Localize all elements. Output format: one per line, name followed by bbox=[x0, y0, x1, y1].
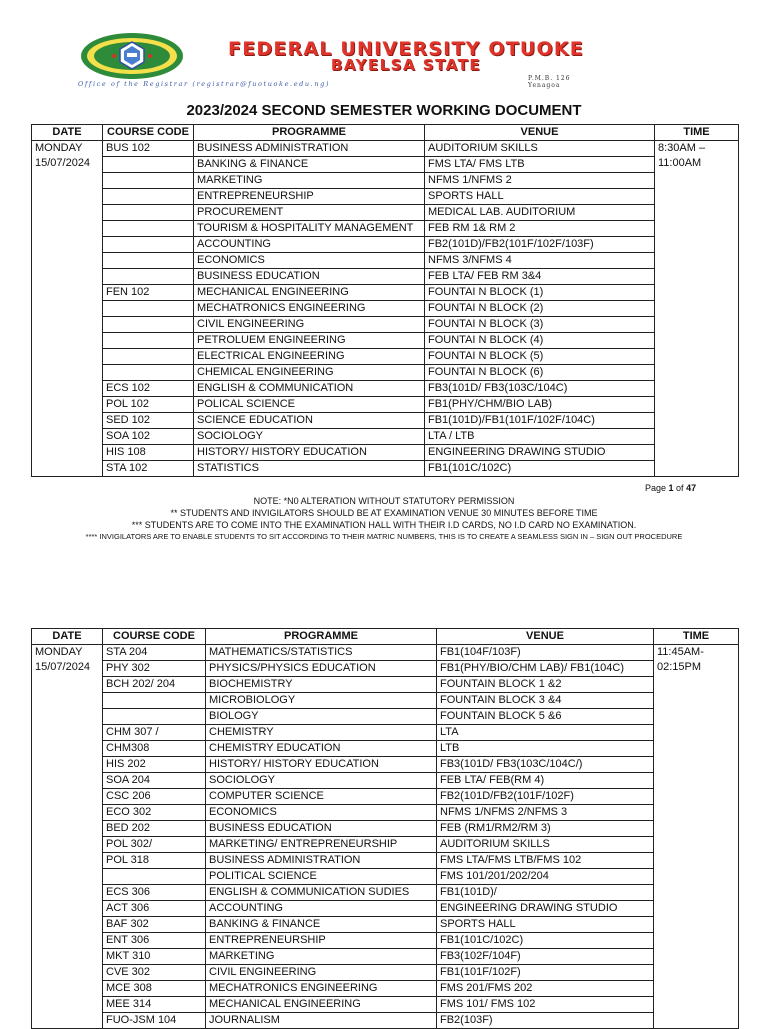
venue-cell: NFMS 1/NFMS 2/NFMS 3 bbox=[437, 805, 654, 821]
table-row bbox=[32, 237, 739, 253]
column-header: TIME bbox=[654, 629, 739, 645]
programme-cell: JOURNALISM bbox=[206, 1013, 437, 1029]
table-row bbox=[32, 365, 739, 381]
venue-cell: FOUNTAI N BLOCK (3) bbox=[425, 317, 655, 333]
venue-cell: FB2(101D)/FB2(101F/102F/103F) bbox=[425, 237, 655, 253]
programme-cell: SOCIOLOGY bbox=[206, 773, 437, 789]
table-row bbox=[32, 757, 739, 773]
venue-cell: FMS 101/201/202/204 bbox=[437, 869, 654, 885]
programme-cell: MARKETING bbox=[206, 949, 437, 965]
table-row bbox=[32, 157, 739, 173]
course-code-cell: CVE 302 bbox=[103, 965, 206, 981]
course-code-cell bbox=[103, 365, 194, 381]
table-row bbox=[32, 901, 739, 917]
table-row bbox=[32, 869, 739, 885]
course-code-cell: HIS 202 bbox=[103, 757, 206, 773]
table-row bbox=[32, 741, 739, 757]
course-code-cell bbox=[103, 221, 194, 237]
programme-cell: BUSINESS EDUCATION bbox=[206, 821, 437, 837]
course-code-cell bbox=[103, 333, 194, 349]
venue-cell: SPORTS HALL bbox=[437, 917, 654, 933]
programme-cell: BIOLOGY bbox=[206, 709, 437, 725]
venue-cell: FB1(101C/102C) bbox=[437, 933, 654, 949]
table-row bbox=[32, 269, 739, 285]
university-state: BAYELSA STATE bbox=[330, 56, 482, 74]
table-row bbox=[32, 693, 739, 709]
programme-cell: SCIENCE EDUCATION bbox=[194, 413, 425, 429]
exam-day: MONDAY bbox=[35, 142, 83, 154]
table-row bbox=[32, 397, 739, 413]
course-code-cell: BCH 202/ 204 bbox=[103, 677, 206, 693]
table-row bbox=[32, 205, 739, 221]
document-title: 2023/2024 SECOND SEMESTER WORKING DOCUMENT bbox=[186, 102, 582, 119]
table-row bbox=[32, 429, 739, 445]
exam-time-line: 8:30AM – bbox=[658, 142, 706, 154]
programme-cell: CHEMICAL ENGINEERING bbox=[194, 365, 425, 381]
course-code-cell bbox=[103, 349, 194, 365]
venue-cell: FB1(101F/102F) bbox=[437, 965, 654, 981]
venue-cell: FOUNTAI N BLOCK (1) bbox=[425, 285, 655, 301]
venue-cell: ENGINEERING DRAWING STUDIO bbox=[437, 901, 654, 917]
course-code-cell bbox=[103, 157, 194, 173]
venue-cell: FB3(102F/104F) bbox=[437, 949, 654, 965]
course-code-cell bbox=[103, 693, 206, 709]
programme-cell: CHEMISTRY EDUCATION bbox=[206, 741, 437, 757]
venue-cell: FOUNTAI N BLOCK (5) bbox=[425, 349, 655, 365]
course-code-cell: CHM 307 / bbox=[103, 725, 206, 741]
table-row bbox=[32, 709, 739, 725]
table-row bbox=[32, 253, 739, 269]
programme-cell: MATHEMATICS/STATISTICS bbox=[206, 645, 437, 661]
university-logo bbox=[80, 32, 184, 80]
programme-cell: ACCOUNTING bbox=[194, 237, 425, 253]
venue-cell: MEDICAL LAB. AUDITORIUM bbox=[425, 205, 655, 221]
exam-date-cell bbox=[32, 645, 103, 1029]
programme-cell: HISTORY/ HISTORY EDUCATION bbox=[194, 445, 425, 461]
programme-cell: PHYSICS/PHYSICS EDUCATION bbox=[206, 661, 437, 677]
course-code-cell: FEN 102 bbox=[103, 285, 194, 301]
programme-cell: PETROLUEM ENGINEERING bbox=[194, 333, 425, 349]
venue-cell: FEB (RM1/RM2/RM 3) bbox=[437, 821, 654, 837]
table-row bbox=[32, 997, 739, 1013]
venue-cell: FOUNTAI N BLOCK (6) bbox=[425, 365, 655, 381]
note-line: NOTE: *N0 ALTERATION WITHOUT STATUTORY PERMISSION bbox=[253, 496, 515, 506]
registrar-contact: Office of the Registrar (registrar@fuotuoke.edu.ng) bbox=[78, 80, 331, 88]
programme-cell: ELECTRICAL ENGINEERING bbox=[194, 349, 425, 365]
programme-cell: SOCIOLOGY bbox=[194, 429, 425, 445]
course-code-cell bbox=[103, 869, 206, 885]
column-header: VENUE bbox=[437, 629, 654, 645]
table-header-row bbox=[32, 125, 739, 141]
course-code-cell: ECS 306 bbox=[103, 885, 206, 901]
course-code-cell bbox=[103, 269, 194, 285]
course-code-cell: SOA 102 bbox=[103, 429, 194, 445]
venue-cell: FB1(101D)/ bbox=[437, 885, 654, 901]
course-code-cell: STA 102 bbox=[103, 461, 194, 477]
table-row bbox=[32, 789, 739, 805]
exam-time-line: 11:45AM- bbox=[657, 646, 704, 658]
course-code-cell bbox=[103, 237, 194, 253]
table-row bbox=[32, 965, 739, 981]
exam-day: MONDAY bbox=[35, 646, 83, 658]
programme-cell: BUSINESS ADMINISTRATION bbox=[194, 141, 425, 157]
course-code-cell bbox=[103, 301, 194, 317]
table-row bbox=[32, 1013, 739, 1029]
course-code-cell: BED 202 bbox=[103, 821, 206, 837]
course-code-cell bbox=[103, 253, 194, 269]
programme-cell: ECONOMICS bbox=[206, 805, 437, 821]
exam-time-line: 02:15PM bbox=[657, 661, 702, 673]
table-row bbox=[32, 317, 739, 333]
programme-cell: ENTREPRENEURSHIP bbox=[194, 189, 425, 205]
table-row bbox=[32, 445, 739, 461]
table-row bbox=[32, 221, 739, 237]
programme-cell: ACCOUNTING bbox=[206, 901, 437, 917]
programme-cell: CIVIL ENGINEERING bbox=[206, 965, 437, 981]
venue-cell: FB2(103F) bbox=[437, 1013, 654, 1029]
course-code-cell: BAF 302 bbox=[103, 917, 206, 933]
programme-cell: BANKING & FINANCE bbox=[206, 917, 437, 933]
venue-cell: FOUNTAI N BLOCK (2) bbox=[425, 301, 655, 317]
course-code-cell: HIS 108 bbox=[103, 445, 194, 461]
programme-cell: POLICAL SCIENCE bbox=[194, 397, 425, 413]
programme-cell: MECHATRONICS ENGINEERING bbox=[206, 981, 437, 997]
table-row bbox=[32, 949, 739, 965]
venue-cell: AUDITORIUM SKILLS bbox=[437, 837, 654, 853]
programme-cell: PROCUREMENT bbox=[194, 205, 425, 221]
exam-date-cell bbox=[32, 141, 103, 477]
venue-cell: FOUNTAIN BLOCK 5 &6 bbox=[437, 709, 654, 725]
column-header: DATE bbox=[32, 629, 103, 645]
course-code-cell bbox=[103, 205, 194, 221]
venue-cell: ENGINEERING DRAWING STUDIO bbox=[425, 445, 655, 461]
venue-cell: FEB LTA/ FEB(RM 4) bbox=[437, 773, 654, 789]
programme-cell: MARKETING/ ENTREPRENEURSHIP bbox=[206, 837, 437, 853]
venue-cell: FB2(101D/FB2(101F/102F) bbox=[437, 789, 654, 805]
exam-time-line: 11:00AM bbox=[658, 157, 702, 169]
venue-cell: FOUNTAI N BLOCK (4) bbox=[425, 333, 655, 349]
exam-time-cell bbox=[655, 141, 739, 477]
programme-cell: ECONOMICS bbox=[194, 253, 425, 269]
column-header: PROGRAMME bbox=[194, 125, 425, 141]
table-row bbox=[32, 725, 739, 741]
city: Yenagoa bbox=[528, 82, 561, 89]
venue-cell: FB1(101C/102C) bbox=[425, 461, 655, 477]
programme-cell: BANKING & FINANCE bbox=[194, 157, 425, 173]
table-row bbox=[32, 189, 739, 205]
venue-cell: FMS LTA/ FMS LTB bbox=[425, 157, 655, 173]
table-row bbox=[32, 349, 739, 365]
programme-cell: CHEMISTRY bbox=[206, 725, 437, 741]
venue-cell: FMS LTA/FMS LTB/FMS 102 bbox=[437, 853, 654, 869]
venue-cell: FB1(PHY/CHM/BIO LAB) bbox=[425, 397, 655, 413]
note-line: **** INVIGILATORS ARE TO ENABLE STUDENTS TO SIT ACCORDING TO THEIR MATRIC NUMBERS, THIS IS TO CREATE A SEAMLESS SIGN IN – SIGN OUT PROCEDURE bbox=[85, 532, 683, 541]
table-row bbox=[32, 981, 739, 997]
course-code-cell: ECO 302 bbox=[103, 805, 206, 821]
venue-cell: FOUNTAIN BLOCK 1 &2 bbox=[437, 677, 654, 693]
table-row bbox=[32, 821, 739, 837]
programme-cell: CIVIL ENGINEERING bbox=[194, 317, 425, 333]
course-code-cell: MKT 310 bbox=[103, 949, 206, 965]
course-code-cell bbox=[103, 317, 194, 333]
venue-cell: NFMS 3/NFMS 4 bbox=[425, 253, 655, 269]
venue-cell: FB1(PHY/BIO/CHM LAB)/ FB1(104C) bbox=[437, 661, 654, 677]
venue-cell: FOUNTAIN BLOCK 3 &4 bbox=[437, 693, 654, 709]
course-code-cell: SED 102 bbox=[103, 413, 194, 429]
course-code-cell: ACT 306 bbox=[103, 901, 206, 917]
venue-cell: NFMS 1/NFMS 2 bbox=[425, 173, 655, 189]
table-row bbox=[32, 885, 739, 901]
programme-cell: ENGLISH & COMMUNICATION SUDIES bbox=[206, 885, 437, 901]
course-code-cell: BUS 102 bbox=[103, 141, 194, 157]
programme-cell: POLITICAL SCIENCE bbox=[206, 869, 437, 885]
programme-cell: HISTORY/ HISTORY EDUCATION bbox=[206, 757, 437, 773]
column-header: TIME bbox=[655, 125, 739, 141]
course-code-cell: ENT 306 bbox=[103, 933, 206, 949]
table-header-row bbox=[32, 629, 739, 645]
venue-cell: FB1(101D)/FB1(101F/102F/104C) bbox=[425, 413, 655, 429]
venue-cell: LTA bbox=[437, 725, 654, 741]
course-code-cell: PHY 302 bbox=[103, 661, 206, 677]
table-row bbox=[32, 677, 739, 693]
venue-cell: FMS 201/FMS 202 bbox=[437, 981, 654, 997]
table-row bbox=[32, 461, 739, 477]
venue-cell: FB1(104F/103F) bbox=[437, 645, 654, 661]
table-row bbox=[32, 917, 739, 933]
table-row bbox=[32, 933, 739, 949]
table-row bbox=[32, 645, 739, 661]
programme-cell: ENGLISH & COMMUNICATION bbox=[194, 381, 425, 397]
table-row bbox=[32, 173, 739, 189]
column-header: COURSE CODE bbox=[103, 629, 206, 645]
course-code-cell: POL 318 bbox=[103, 853, 206, 869]
postal-address bbox=[528, 75, 570, 89]
course-code-cell: FUO-JSM 104 bbox=[103, 1013, 206, 1029]
table-row bbox=[32, 773, 739, 789]
page-number: Page 1 of 47 bbox=[645, 483, 697, 493]
table-row bbox=[32, 333, 739, 349]
column-header: PROGRAMME bbox=[206, 629, 437, 645]
venue-cell: FMS 101/ FMS 102 bbox=[437, 997, 654, 1013]
programme-cell: MECHATRONICS ENGINEERING bbox=[194, 301, 425, 317]
course-code-cell bbox=[103, 173, 194, 189]
course-code-cell: POL 102 bbox=[103, 397, 194, 413]
letterhead bbox=[0, 0, 768, 100]
schedule-table-1 bbox=[31, 124, 739, 477]
programme-cell: MICROBIOLOGY bbox=[206, 693, 437, 709]
course-code-cell: STA 204 bbox=[103, 645, 206, 661]
exam-date: 15/07/2024 bbox=[35, 157, 91, 169]
exam-time-cell bbox=[654, 645, 739, 1029]
venue-cell: FB3(101D/ FB3(103C/104C/) bbox=[437, 757, 654, 773]
programme-cell: COMPUTER SCIENCE bbox=[206, 789, 437, 805]
course-code-cell: CHM308 bbox=[103, 741, 206, 757]
university-name: FEDERAL UNIVERSITY OTUOKE bbox=[228, 38, 584, 60]
course-code-cell: POL 302/ bbox=[103, 837, 206, 853]
venue-cell: FB3(101D/ FB3(103C/104C) bbox=[425, 381, 655, 397]
table-row bbox=[32, 413, 739, 429]
column-header: DATE bbox=[32, 125, 103, 141]
venue-cell: SPORTS HALL bbox=[425, 189, 655, 205]
table-row bbox=[32, 661, 739, 677]
pmb-number: P.M.B. 126 bbox=[528, 75, 571, 82]
table-row bbox=[32, 853, 739, 869]
schedule-table-2 bbox=[31, 628, 739, 1029]
table-row bbox=[32, 141, 739, 157]
course-code-cell bbox=[103, 709, 206, 725]
course-code-cell: SOA 204 bbox=[103, 773, 206, 789]
table-row bbox=[32, 301, 739, 317]
exam-date: 15/07/2024 bbox=[35, 661, 91, 673]
table-row bbox=[32, 285, 739, 301]
exam-notes bbox=[0, 495, 768, 543]
table-row bbox=[32, 837, 739, 853]
note-line: *** STUDENTS ARE TO COME INTO THE EXAMINATION HALL WITH THEIR I.D CARDS, NO I.D CARD NO EXAMINATION. bbox=[131, 520, 637, 530]
programme-cell: MECHANICAL ENGINEERING bbox=[194, 285, 425, 301]
programme-cell: MARKETING bbox=[194, 173, 425, 189]
programme-cell: BUSINESS ADMINISTRATION bbox=[206, 853, 437, 869]
venue-cell: LTB bbox=[437, 741, 654, 757]
venue-cell: FEB RM 1& RM 2 bbox=[425, 221, 655, 237]
programme-cell: STATISTICS bbox=[194, 461, 425, 477]
course-code-cell: MCE 308 bbox=[103, 981, 206, 997]
programme-cell: TOURISM & HOSPITALITY MANAGEMENT bbox=[194, 221, 425, 237]
venue-cell: FEB LTA/ FEB RM 3&4 bbox=[425, 269, 655, 285]
programme-cell: ENTREPRENEURSHIP bbox=[206, 933, 437, 949]
programme-cell: BUSINESS EDUCATION bbox=[194, 269, 425, 285]
table-row bbox=[32, 805, 739, 821]
course-code-cell: MEE 314 bbox=[103, 997, 206, 1013]
programme-cell: BIOCHEMISTRY bbox=[206, 677, 437, 693]
course-code-cell bbox=[103, 189, 194, 205]
column-header: COURSE CODE bbox=[103, 125, 194, 141]
venue-cell: AUDITORIUM SKILLS bbox=[425, 141, 655, 157]
table-row bbox=[32, 381, 739, 397]
course-code-cell: CSC 206 bbox=[103, 789, 206, 805]
course-code-cell: ECS 102 bbox=[103, 381, 194, 397]
column-header: VENUE bbox=[425, 125, 655, 141]
programme-cell: MECHANICAL ENGINEERING bbox=[206, 997, 437, 1013]
venue-cell: LTA / LTB bbox=[425, 429, 655, 445]
note-line: ** STUDENTS AND INVIGILATORS SHOULD BE AT EXAMINATION VENUE 30 MINUTES BEFORE TIME bbox=[170, 508, 598, 518]
